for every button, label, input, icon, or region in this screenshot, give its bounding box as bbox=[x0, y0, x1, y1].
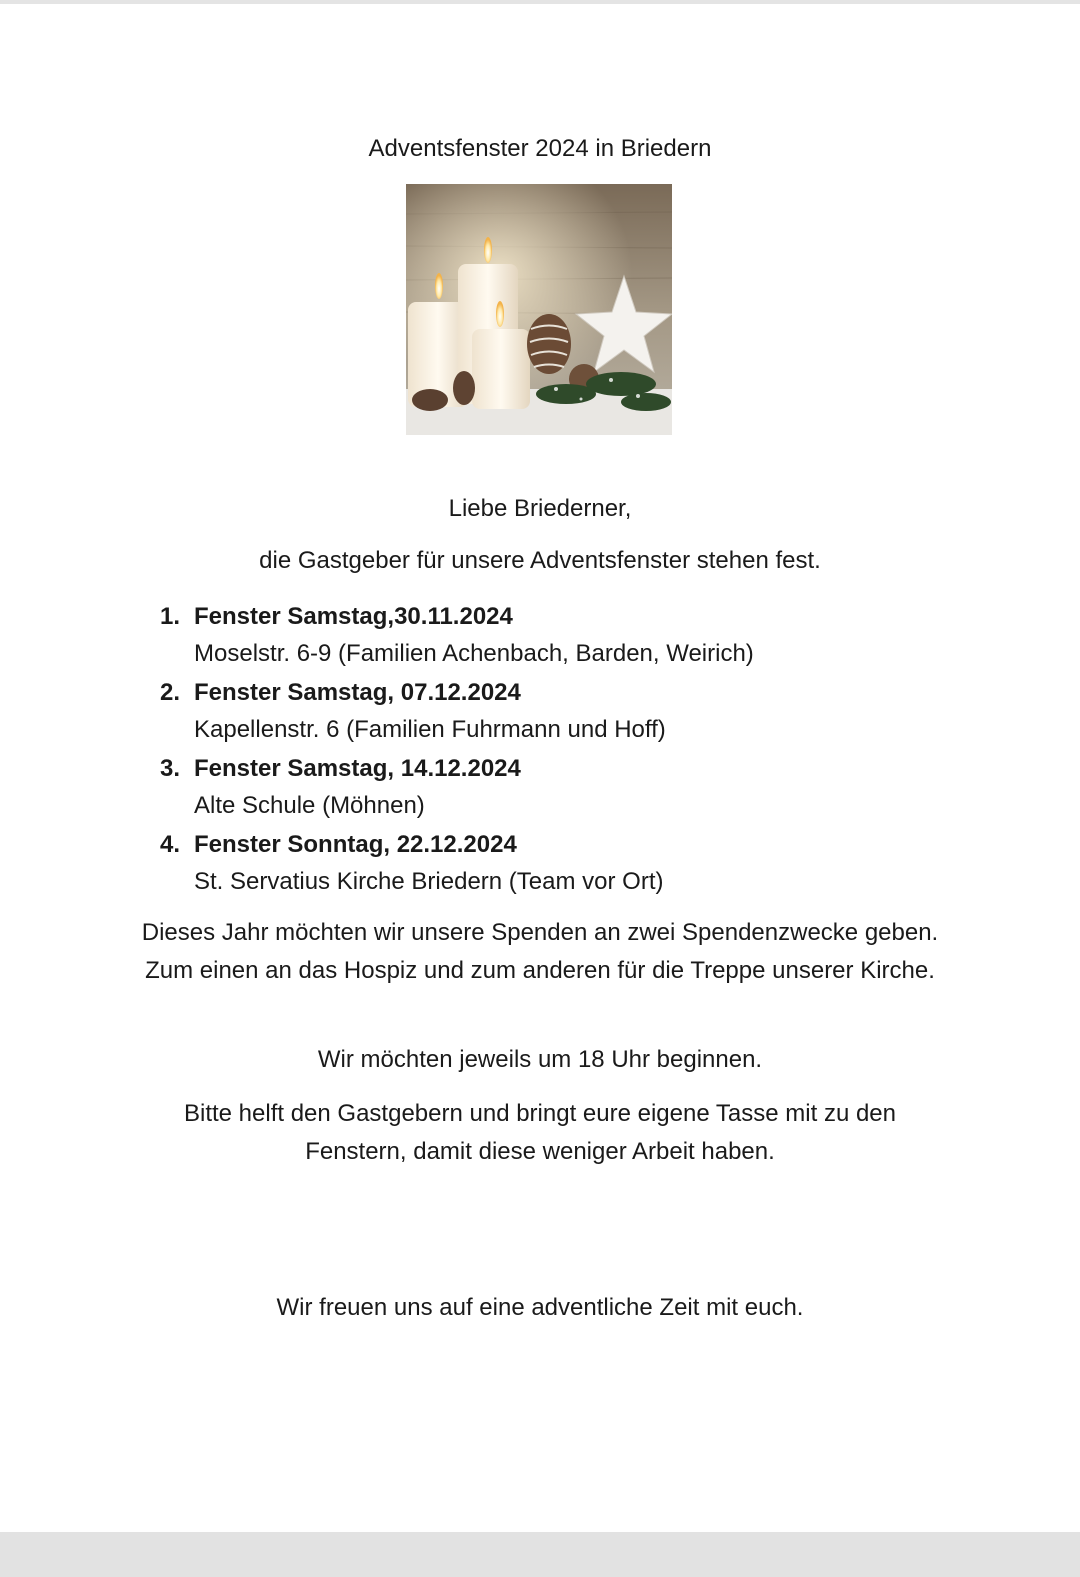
list-item-number: 4. bbox=[160, 831, 181, 858]
list-item bbox=[160, 829, 920, 905]
window-location: Moselstr. 6-9 (Familien Achenbach, Barden, Weirich) bbox=[194, 640, 754, 667]
start-time-text: Wir möchten jeweils um 18 Uhr beginnen. bbox=[317, 1046, 763, 1073]
window-list bbox=[160, 601, 920, 905]
list-item bbox=[160, 753, 920, 829]
list-item-number: 1. bbox=[160, 603, 181, 630]
cups-paragraph: Bitte helft den Gastgebern und bringt eure eigene Tasse mit zu den Fenstern, damit diese weniger Arbeit haben. bbox=[183, 1100, 897, 1165]
donations-paragraph: Dieses Jahr möchten wir unsere Spenden an zwei Spendenzwecke geben. Zum einen an das Hospiz und zum anderen für die Treppe unserer Kirche. bbox=[141, 919, 939, 984]
list-item-number: 2. bbox=[160, 679, 181, 706]
closing-text: Wir freuen uns auf eine adventliche Zeit mit euch. bbox=[276, 1294, 804, 1321]
window-location: St. Servatius Kirche Briedern (Team vor Ort) bbox=[194, 868, 664, 895]
window-date: Fenster Samstag,30.11.2024 bbox=[194, 603, 513, 630]
window-location: Alte Schule (Möhnen) bbox=[194, 792, 425, 819]
window-date: Fenster Samstag, 14.12.2024 bbox=[194, 755, 521, 782]
window-date: Fenster Samstag, 07.12.2024 bbox=[194, 679, 521, 706]
bottom-bar bbox=[0, 1532, 1080, 1577]
list-item bbox=[160, 677, 920, 753]
greeting-text: Liebe Briederner, bbox=[448, 495, 632, 522]
window-location: Kapellenstr. 6 (Familien Fuhrmann und Hoff) bbox=[194, 716, 666, 743]
list-item-number: 3. bbox=[160, 755, 181, 782]
list-item bbox=[160, 601, 920, 677]
document-title: Adventsfenster 2024 in Briedern bbox=[368, 135, 712, 162]
intro-text: die Gastgeber für unsere Adventsfenster stehen fest. bbox=[259, 547, 821, 574]
candles-photo bbox=[406, 184, 672, 435]
window-date: Fenster Sonntag, 22.12.2024 bbox=[194, 831, 517, 858]
